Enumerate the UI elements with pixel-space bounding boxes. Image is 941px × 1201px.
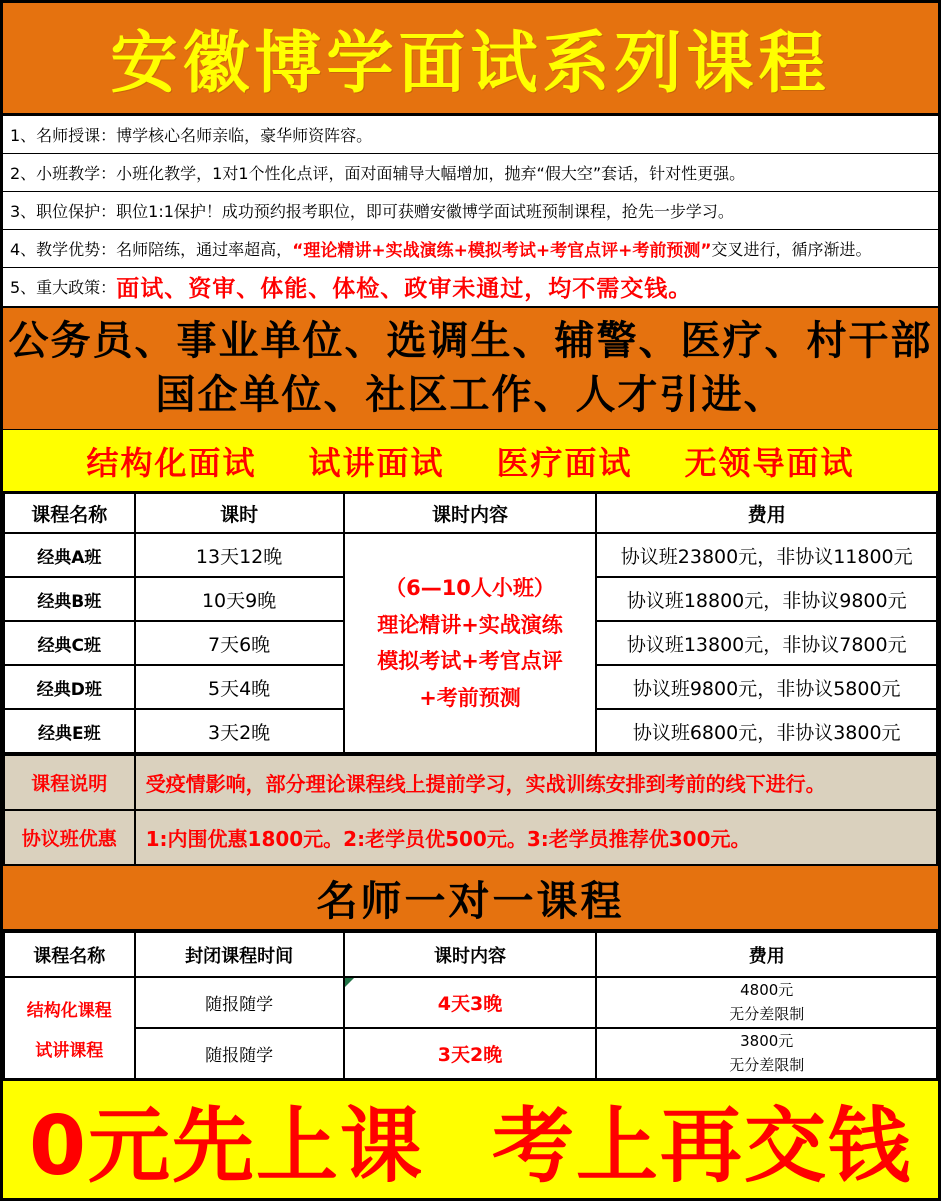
oto-fee-amount: 3800元 bbox=[740, 1032, 794, 1051]
notice-text: 2、小班教学：小班化教学，1对1个性化点评，面对面辅导大幅增加，抛弃“假大空”套话，针对性更强。 bbox=[10, 163, 746, 183]
oto-duration-text: 3天2晚 bbox=[437, 1044, 503, 1066]
notice-row-5 bbox=[3, 268, 938, 306]
oto-schedule-cell: 随报随学 bbox=[135, 1028, 344, 1079]
course-fee-cell: 协议班18800元，非协议9800元 bbox=[596, 577, 937, 621]
column-header-content: 课时内容 bbox=[344, 493, 597, 533]
column-header-fee: 费用 bbox=[596, 932, 937, 977]
note-row-description bbox=[4, 755, 937, 810]
table-header-row bbox=[4, 493, 937, 533]
oto-schedule-cell: 随报随学 bbox=[135, 977, 344, 1028]
one-on-one-banner bbox=[3, 866, 938, 931]
oto-duration-text: 4天3晚 bbox=[437, 993, 503, 1015]
course-duration-cell: 5天4晚 bbox=[135, 665, 344, 709]
notice-row-3 bbox=[3, 192, 938, 230]
note-label: 协议班优惠 bbox=[4, 810, 135, 865]
notice-text: 3、职位保护：职位1:1保护！成功预约报考职位，即可获赠安徽博学面试班预制课程，抢先一步学习。 bbox=[10, 201, 734, 221]
column-header-course-name: 课程名称 bbox=[4, 493, 135, 533]
notice-list bbox=[3, 116, 938, 308]
content-line: 模拟考试+考官点评 bbox=[377, 649, 563, 674]
column-header-hours: 课时 bbox=[135, 493, 344, 533]
column-header-schedule: 封闭课程时间 bbox=[135, 932, 344, 977]
table-header-row bbox=[4, 932, 937, 977]
oto-fee-cell bbox=[596, 1028, 937, 1079]
course-duration-cell: 13天12晚 bbox=[135, 533, 344, 577]
notice-row-4 bbox=[3, 230, 938, 268]
course-fee-cell: 协议班6800元，非协议3800元 bbox=[596, 709, 937, 753]
course-name-cell: 经典A班 bbox=[4, 533, 135, 577]
one-on-one-table bbox=[3, 931, 938, 1080]
notice-highlight-big: 面试、资审、体能、体检、政审未通过，均不需交钱。 bbox=[116, 275, 693, 303]
audience-banner bbox=[3, 308, 938, 430]
note-row-discount bbox=[4, 810, 937, 865]
oto-course-name: 试讲课程 bbox=[35, 1040, 104, 1061]
oto-fee-condition: 无分差限制 bbox=[729, 1004, 805, 1023]
audience-line-2: 国企单位、社区工作、人才引进、 bbox=[155, 372, 786, 419]
course-duration-cell: 3天2晚 bbox=[135, 709, 344, 753]
audience-line-1: 公务员、事业单位、选调生、辅警、医疗、村干部 bbox=[8, 318, 933, 365]
course-name-cell: 经典B班 bbox=[4, 577, 135, 621]
course-name-cell: 经典D班 bbox=[4, 665, 135, 709]
oto-course-names bbox=[5, 978, 134, 1078]
notice-row-2 bbox=[3, 154, 938, 192]
footer-slogan-right: 考上再交钱 bbox=[491, 1099, 912, 1194]
oto-duration-cell bbox=[344, 977, 597, 1028]
content-line: （6—10人小班） bbox=[385, 575, 555, 600]
category-leaderless: 无领导面试 bbox=[684, 443, 855, 482]
course-fee-cell: 协议班23800元，非协议11800元 bbox=[596, 533, 937, 577]
oto-course-name: 结构化课程 bbox=[26, 1000, 112, 1021]
content-line: +考前预测 bbox=[419, 686, 521, 711]
notice-row-1 bbox=[3, 116, 938, 154]
oto-fee-amount: 4800元 bbox=[740, 981, 794, 1000]
oto-fee-condition: 无分差限制 bbox=[729, 1055, 805, 1074]
note-text: 受疫情影响，部分理论课程线上提前学习，实战训练安排到考前的线下进行。 bbox=[135, 755, 937, 810]
note-text: 1:内围优惠1800元。2:老学员优500元。3:老学员推荐优300元。 bbox=[135, 810, 937, 865]
course-content-cell bbox=[344, 533, 597, 753]
notice-text: 4、教学优势：名师陪练，通过率超高， bbox=[10, 239, 293, 259]
column-header-content: 课时内容 bbox=[344, 932, 597, 977]
column-header-course-name: 课程名称 bbox=[4, 932, 135, 977]
notice-text: 5、重大政策： bbox=[10, 278, 117, 298]
cell-corner-marker-icon bbox=[345, 978, 354, 987]
content-line: 理论精讲+实战演练 bbox=[377, 612, 563, 637]
course-fee-cell: 协议班9800元，非协议5800元 bbox=[596, 665, 937, 709]
course-fee-cell: 协议班13800元，非协议7800元 bbox=[596, 621, 937, 665]
table-row bbox=[4, 977, 937, 1028]
oto-duration-cell bbox=[344, 1028, 597, 1079]
footer-slogan-banner bbox=[3, 1080, 938, 1198]
oto-fee-cell bbox=[596, 977, 937, 1028]
note-label: 课程说明 bbox=[4, 755, 135, 810]
category-structured: 结构化面试 bbox=[86, 443, 257, 482]
course-name-cell: 经典C班 bbox=[4, 621, 135, 665]
table-row bbox=[4, 533, 937, 577]
footer-slogan-left: 0元先上课 bbox=[29, 1099, 425, 1194]
category-strip bbox=[3, 430, 938, 493]
table-row bbox=[4, 1028, 937, 1079]
poster-title: 安徽博学面试系列课程 bbox=[110, 22, 831, 102]
course-duration-cell: 10天9晚 bbox=[135, 577, 344, 621]
column-header-fee: 费用 bbox=[596, 493, 937, 533]
notice-highlight: “理论精讲+实战演练+模拟考试+考官点评+考前预测” bbox=[292, 240, 712, 261]
category-medical: 医疗面试 bbox=[496, 443, 633, 482]
category-lecture: 试讲面试 bbox=[308, 443, 445, 482]
notes-table bbox=[3, 754, 938, 866]
oto-course-names-cell bbox=[4, 977, 135, 1079]
title-banner bbox=[3, 3, 938, 116]
course-name-cell: 经典E班 bbox=[4, 709, 135, 753]
notice-text: 交叉进行，循序渐进。 bbox=[711, 239, 872, 259]
course-pricing-table bbox=[3, 492, 938, 754]
notice-text: 1、名师授课：博学核心名师亲临，豪华师资阵容。 bbox=[10, 125, 373, 145]
one-on-one-title: 名师一对一课程 bbox=[316, 877, 625, 926]
course-duration-cell: 7天6晚 bbox=[135, 621, 344, 665]
